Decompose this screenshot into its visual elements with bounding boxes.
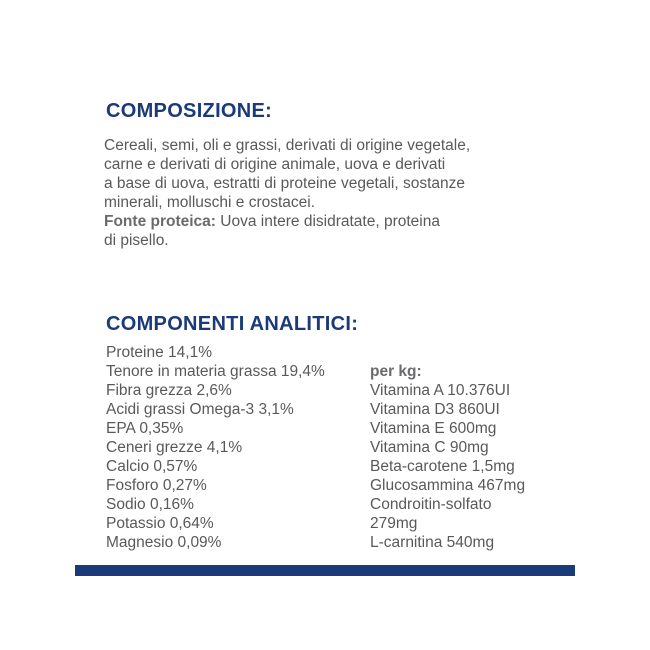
analytic-item: Ceneri grezze 4,1% xyxy=(106,439,243,456)
protein-source-label: Fonte proteica: xyxy=(104,213,216,230)
per-kg-label: per kg: xyxy=(370,363,422,380)
composition-line: Cereali, semi, oli e grassi, derivati di origine vegetale, xyxy=(104,137,471,154)
additive-item: Vitamina C 90mg xyxy=(370,439,489,456)
additive-item: Condroitin-solfato xyxy=(370,496,492,513)
protein-source-continuation: di pisello. xyxy=(104,232,169,249)
composition-line: carne e derivati di origine animale, uova e derivati xyxy=(104,156,446,173)
footer-divider-bar xyxy=(75,565,575,576)
analytic-item: Fibra grezza 2,6% xyxy=(106,382,232,399)
analytic-components-heading: COMPONENTI ANALITICI: xyxy=(106,313,359,335)
analytic-item: Potassio 0,64% xyxy=(106,515,214,532)
composition-text xyxy=(104,136,574,250)
analytic-item: Acidi grassi Omega-3 3,1% xyxy=(106,401,294,418)
additive-item: Vitamina E 600mg xyxy=(370,420,497,437)
composition-heading: COMPOSIZIONE: xyxy=(106,100,273,122)
additive-item: Vitamina A 10.376UI xyxy=(370,382,511,399)
additive-item: Glucosammina 467mg xyxy=(370,477,526,494)
analytic-item: Tenore in materia grassa 19,4% xyxy=(106,363,325,380)
analytic-left-column xyxy=(106,343,325,552)
analytic-item: Magnesio 0,09% xyxy=(106,534,222,551)
analytic-item: Fosforo 0,27% xyxy=(106,477,207,494)
additive-item: Vitamina D3 860UI xyxy=(370,401,500,418)
composition-line: minerali, molluschi e crostacei. xyxy=(104,194,316,211)
composition-line: a base di uova, estratti di proteine vegetali, sostanze xyxy=(104,175,466,192)
analytic-item: Proteine 14,1% xyxy=(106,344,212,361)
additive-item: Beta-carotene 1,5mg xyxy=(370,458,515,475)
protein-source-text: Uova intere disidratate, proteina xyxy=(215,213,440,230)
analytic-item: Sodio 0,16% xyxy=(106,496,194,513)
analytic-item: EPA 0,35% xyxy=(106,420,184,437)
protein-source-line xyxy=(104,212,574,231)
additive-item: L-carnitina 540mg xyxy=(370,534,495,551)
analytic-item: Calcio 0,57% xyxy=(106,458,198,475)
additive-item: 279mg xyxy=(370,515,418,532)
per-kg-column xyxy=(370,362,525,552)
